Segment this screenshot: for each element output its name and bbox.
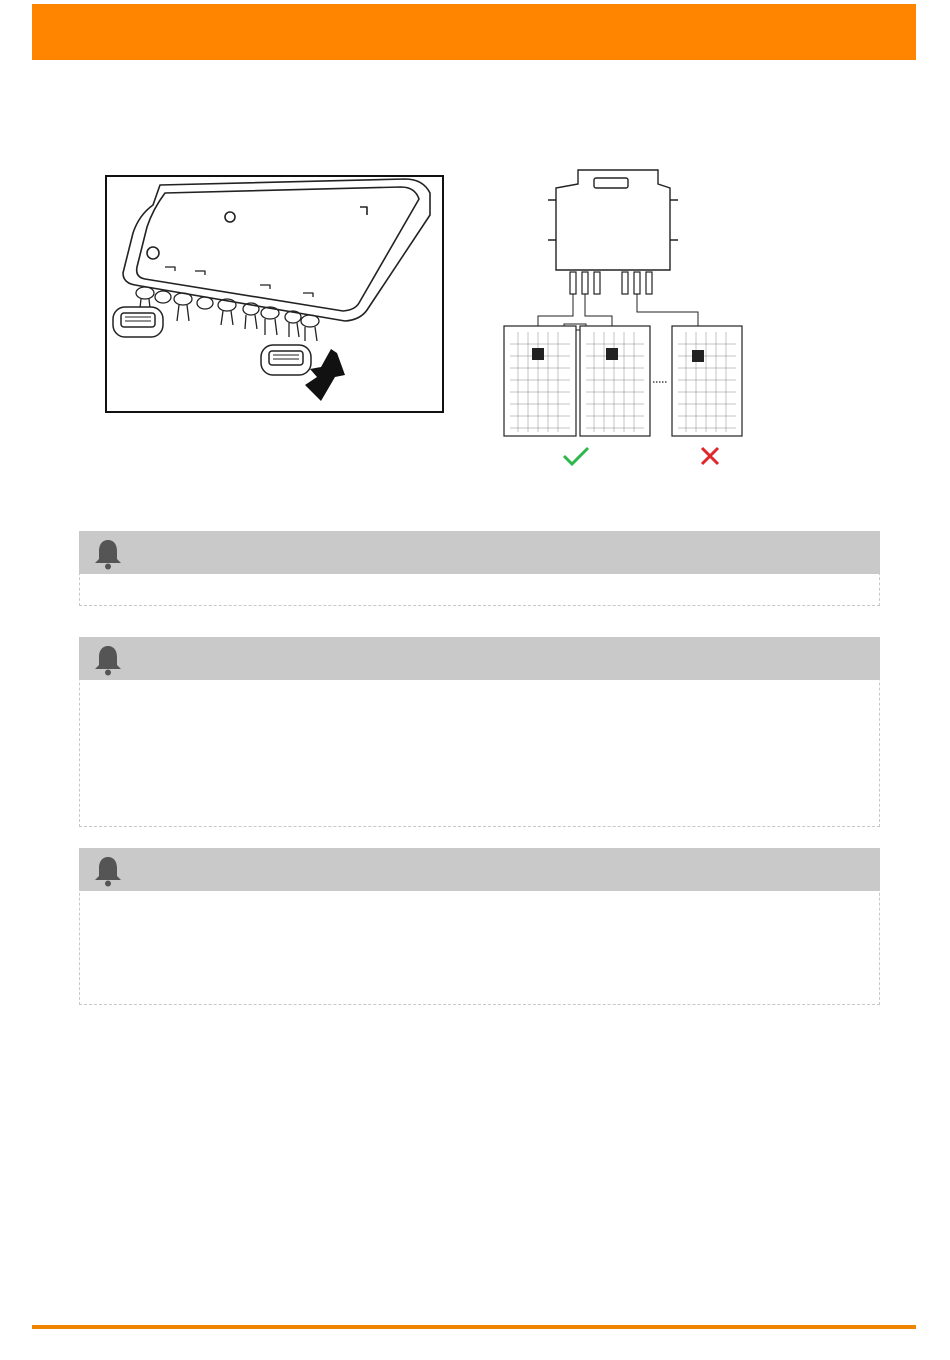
- note-box-3: [79, 848, 880, 1005]
- header-band: [32, 4, 916, 60]
- note-box-1: [79, 531, 880, 606]
- bell-icon: [93, 538, 123, 570]
- bell-icon: [93, 855, 123, 887]
- note-box-2: [79, 637, 880, 827]
- check-icon: [564, 448, 588, 464]
- cross-icon: [702, 448, 718, 464]
- footer-rule: [32, 1325, 916, 1329]
- panel-wiring-figure: [498, 160, 753, 480]
- bell-icon: [93, 644, 123, 676]
- note-header: [79, 848, 880, 891]
- note-header: [79, 531, 880, 574]
- connector-removal-figure: [105, 175, 444, 413]
- note-header: [79, 637, 880, 680]
